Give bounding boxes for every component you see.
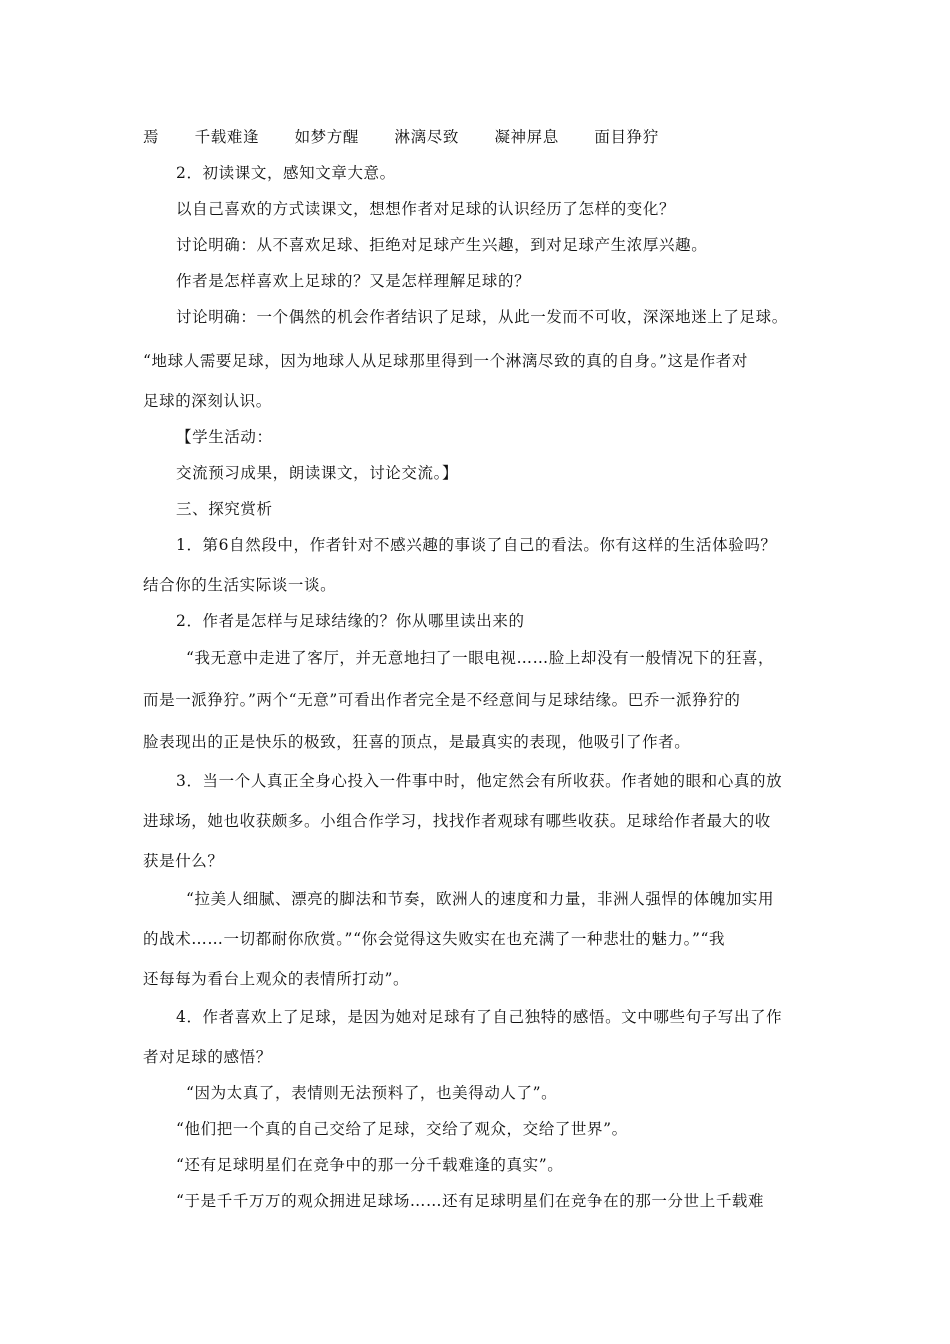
body-text: 的战术……一切都耐你欣赏。”“你会觉得这失败实在也充满了一种悲壮的魅力。”“我 — [143, 930, 726, 948]
question: 1．第6自然段中，作者针对不感兴趣的事谈了自己的看法。你有这样的生活体验吗？ — [176, 536, 777, 554]
quote: “还有足球明星们在竞争中的那一分千载难逢的真实”。 — [176, 1156, 564, 1174]
body-text: 获是什么？ — [143, 852, 224, 870]
question: 4．作者喜欢上了足球，是因为她对足球有了自己独特的感悟。文中哪些句子写出了作 — [176, 1008, 783, 1026]
body-text: 足球的深刻认识。 — [143, 392, 272, 410]
vocab-word: 凝神屏息 — [494, 128, 559, 146]
quote: “我无意中走进了客厅，并无意地扫了一眼电视……脸上却没有一般情况下的狂喜， — [186, 649, 775, 667]
answer: 讨论明确：一个偶然的机会作者结识了足球，从此一发而不可收，深深地迷上了足球。 — [176, 308, 788, 326]
question: 3．当一个人真正全身心投入一件事中时，他定然会有所收获。作者她的眼和心真的放 — [176, 772, 783, 790]
vocab-word: 淋漓尽致 — [394, 128, 459, 146]
answer: 讨论明确：从不喜欢足球、拒绝对足球产生兴趣，到对足球产生浓厚兴趣。 — [176, 236, 708, 254]
body-text: 结合你的生活实际谈一谈。 — [143, 576, 337, 594]
vocab-word: 千载难逢 — [194, 128, 260, 146]
vocab-word: 面目狰狞 — [594, 128, 659, 146]
step-heading: 2．初读课文，感知文章大意。 — [176, 164, 396, 182]
vocab-word: 如梦方醒 — [294, 128, 359, 146]
body-text: 而是一派狰狞。”两个“无意”可看出作者完全是不经意间与足球结缘。巴乔一派狰狞的 — [143, 691, 741, 709]
body-text: 进球场，她也收获颇多。小组合作学习，找找作者观球有哪些收获。足球给作者最大的收 — [143, 812, 771, 830]
activity-text: 交流预习成果，朗读课文，讨论交流。】 — [176, 464, 459, 482]
vocab-word: 焉 — [143, 128, 160, 146]
quote: “拉美人细腻、漂亮的脚法和节奏，欧洲人的速度和力量，非洲人强悍的体魄加实用 — [186, 890, 775, 908]
quote: “他们把一个真的自己交给了足球，交给了观众，交给了世界”。 — [176, 1120, 628, 1138]
question: 作者是怎样喜欢上足球的？又是怎样理解足球的？ — [176, 272, 531, 290]
question: 2．作者是怎样与足球结缘的？你从哪里读出来的 — [176, 612, 525, 630]
vocabulary-line — [143, 127, 823, 147]
section-heading: 三、探究赏析 — [176, 500, 273, 518]
quote: “于是千千万万的观众拥进足球场……还有足球明星们在竞争在的那一分世上千载难 — [176, 1192, 765, 1210]
activity-heading: 【学生活动： — [176, 428, 273, 446]
body-text: 脸表现出的正是快乐的极致，狂喜的顶点，是最真实的表现，他吸引了作者。 — [143, 733, 691, 751]
body-text: “地球人需要足球，因为地球人从足球那里得到一个淋漓尽致的真的自身。”这是作者对 — [143, 352, 749, 370]
body-text: 还每每为看台上观众的表情所打动”。 — [143, 970, 410, 988]
question: 以自己喜欢的方式读课文，想想作者对足球的认识经历了怎样的变化？ — [176, 200, 676, 218]
body-text: 者对足球的感悟？ — [143, 1048, 272, 1066]
quote: “因为太真了，表情则无法预料了，也美得动人了”。 — [186, 1084, 558, 1102]
